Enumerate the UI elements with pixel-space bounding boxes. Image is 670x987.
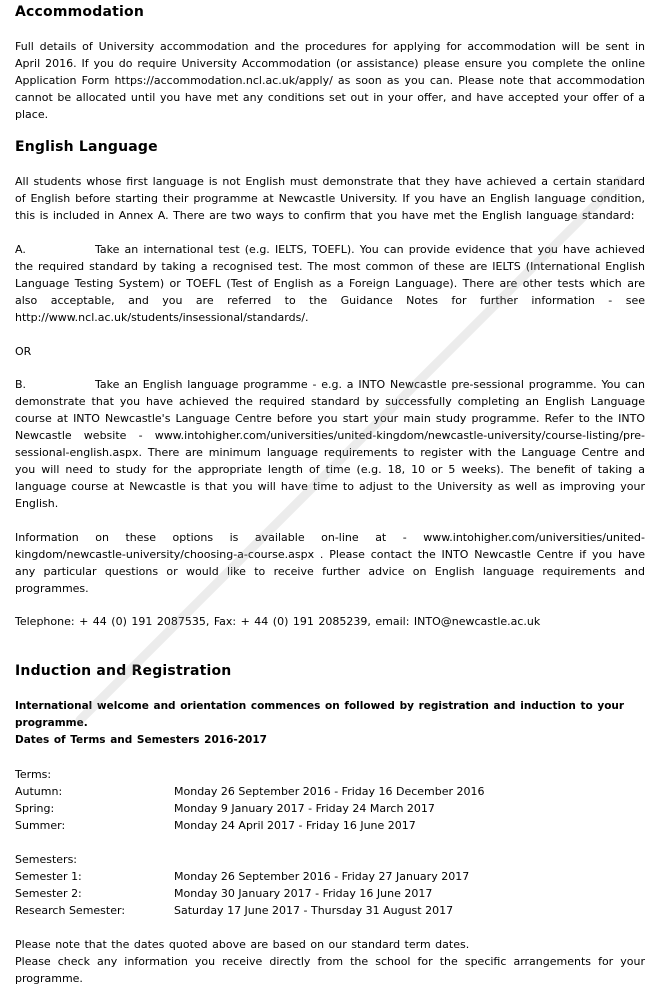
semester-row [15,868,645,885]
term-name: Spring: [15,802,55,815]
semester-name: Semester 1: [15,870,82,883]
accommodation-heading: Accommodation [15,4,144,20]
options-info-paragraph: Information on these options is available on-line at - www.intohigher.com/universities/united-kingdom/newcastle-university/choosing-a-course.aspx . Please contact the INTO Newcastle Centre if you have any particular questions or would like to receive further advice on English language requirements and programmes. [15,531,645,595]
dates-heading: Dates of Terms and Semesters 2016-2017 [15,734,267,746]
term-dates: Monday 26 September 2016 - Friday 16 December 2016 [174,785,485,798]
term-dates: Monday 9 January 2017 - Friday 24 March 2017 [174,802,435,815]
semesters-label: Semesters: [15,853,78,866]
semester-dates: Monday 26 September 2016 - Friday 27 January 2017 [174,870,470,883]
semester-name: Research Semester: [15,904,126,917]
term-name: Summer: [15,819,66,832]
semester-row [15,902,645,919]
option-b-marker: B. [15,378,27,391]
semester-dates: Monday 30 January 2017 - Friday 16 June 2017 [174,887,433,900]
option-a-paragraph [15,241,645,326]
dates-note-2: Please check any information you receive directly from the school for the specific arrangements for your programme. [15,955,645,985]
term-row [15,783,645,800]
dates-note-1: Please note that the dates quoted above are based on our standard term dates. [15,938,470,951]
terms-label: Terms: [15,768,52,781]
or-separator: OR [15,345,32,358]
welcome-line: International welcome and orientation commences on followed by registration and induction to your programme. [15,700,625,729]
semester-dates: Saturday 17 June 2017 - Thursday 31 August 2017 [174,904,454,917]
english-intro-paragraph: All students whose first language is not English must demonstrate that they have achieved a certain standard of English before starting their programme at Newcastle University. If you have an English language condition, this is included in Annex A. There are two ways to confirm that you have met the English language standard: [15,175,645,222]
english-language-heading: English Language [15,139,158,155]
option-b-text: Take an English language programme - e.g. a INTO Newcastle pre-sessional programme. You can demonstrate that you have achieved the required standard by successfully completing an English Language course at INTO Newcastle's Language Centre before you start your main study programme. Refer to the INTO Newcastle website - www.intohigher.com/universities/united-kingdom/newcastle-university/course-listing/pre-sessional-english.aspx. There are minimum language requirements to register with the Language Centre and you will need to study for the appropriate length of time (e.g. 18, 10 or 5 weeks). The benefit of taking a language course at Newcastle is that you will have time to adjust to the University as well as improving your English. [15,378,645,510]
accommodation-paragraph: Full details of University accommodation and the procedures for applying for accommodation will be sent in April 2016. If you do require University Accommodation (or assistance) please ensure you complete the online Application Form https://accommodation.ncl.ac.uk/apply/ as soon as you can. Please note that accommodation cannot be allocated until you have met any conditions set out in your offer, and have accepted your offer of a place. [15,40,645,121]
semester-name: Semester 2: [15,887,82,900]
option-b-paragraph [15,376,645,512]
term-name: Autumn: [15,785,63,798]
term-row [15,800,645,817]
option-a-text: Take an international test (e.g. IELTS, TOEFL). You can provide evidence that you have achieved the required standard by taking a recognised test. The most common of these are IELTS (International English Language Testing System) or TOEFL (Test of English as a Foreign Language). There are other tests which are also acceptable, and you are referred to the Guidance Notes for further information - see http://www.ncl.ac.uk/students/insessional/standards/. [15,243,645,324]
contact-line: Telephone: + 44 (0) 191 2087535, Fax: + 44 (0) 191 2085239, email: INTO@newcastle.ac.uk [15,615,541,628]
semester-row [15,885,645,902]
term-row [15,817,645,834]
induction-heading: Induction and Registration [15,663,232,679]
option-a-marker: A. [15,243,26,256]
term-dates: Monday 24 April 2017 - Friday 16 June 2017 [174,819,416,832]
